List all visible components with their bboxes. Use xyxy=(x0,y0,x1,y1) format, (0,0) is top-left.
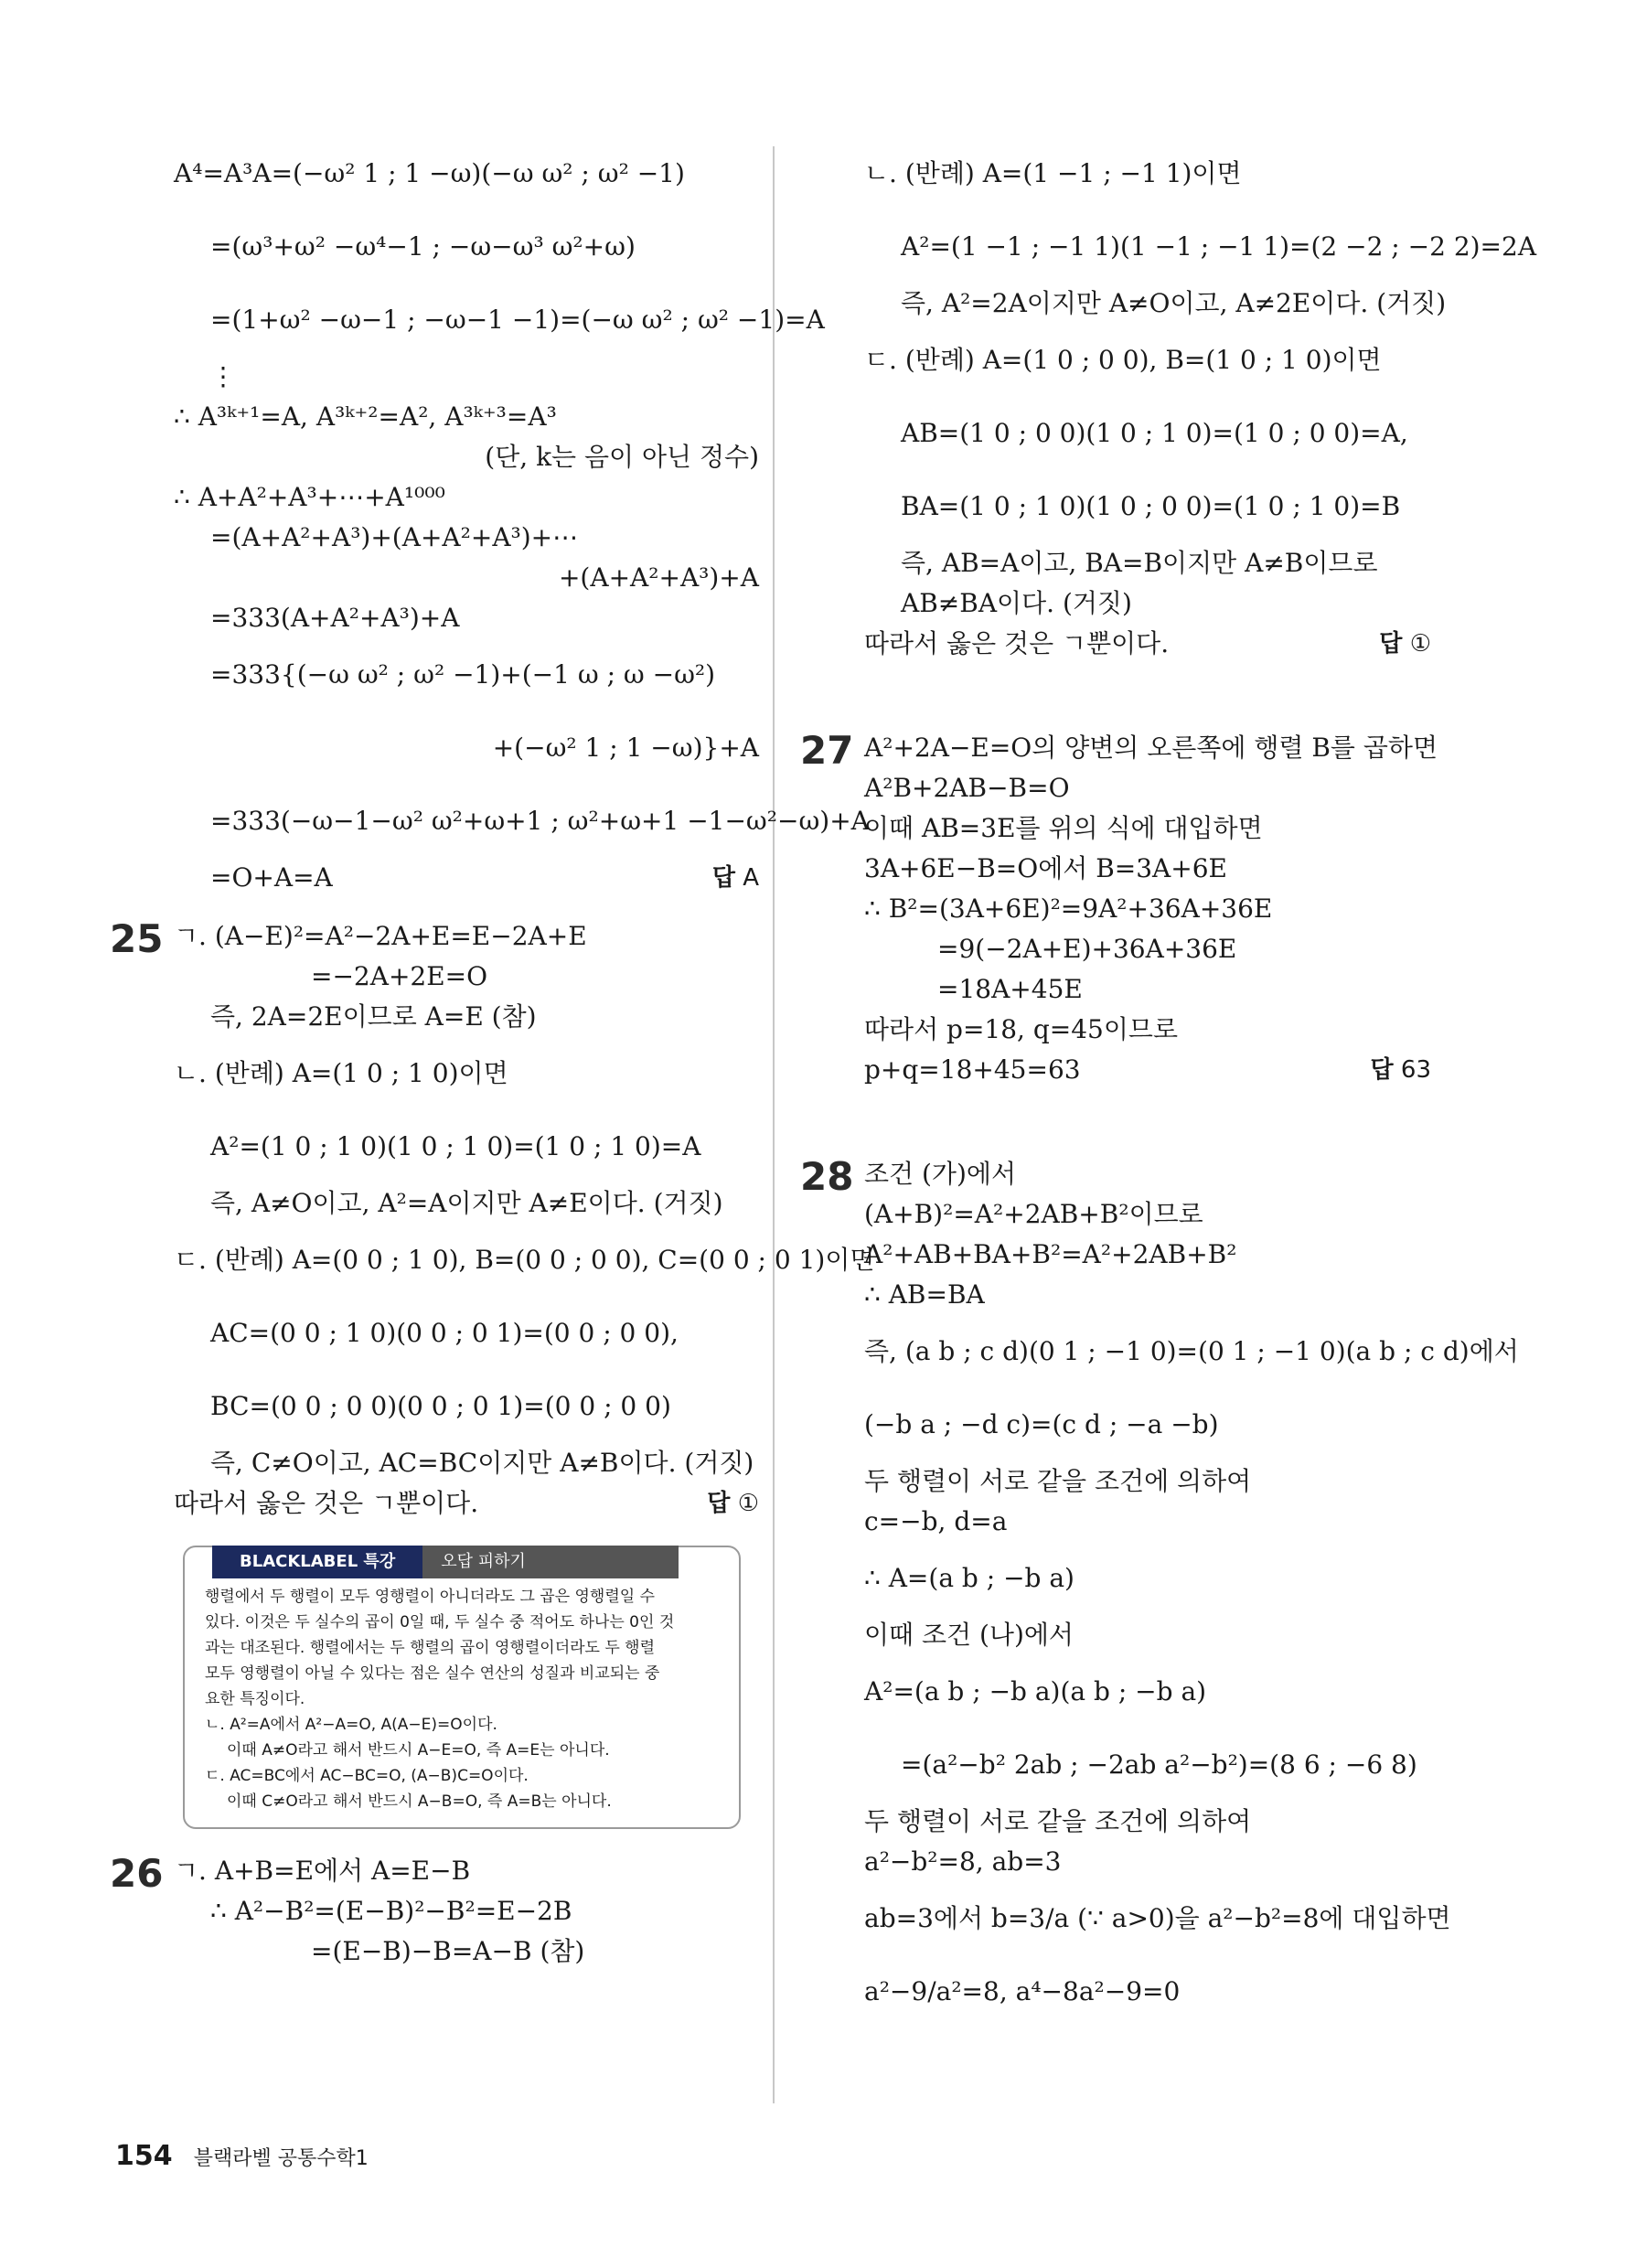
eq-line: AB≠BA이다. (거짓) xyxy=(901,588,1132,618)
problem-26 xyxy=(110,1851,759,1972)
tip-text: 과는 대조된다. 행렬에서는 두 행렬의 곱이 영행렬이더라도 두 행렬 xyxy=(205,1639,656,1657)
eq-line: =(1+ω² −ω−1 ; −ω−1 −1)=(−ω ω² ; ω² −1)=A xyxy=(210,305,825,335)
eq-text: 따라서 옳은 것은 ㄱ뿐이다. xyxy=(864,628,1170,658)
eq-line: AC=(0 0 ; 1 0)(0 0 ; 0 1)=(0 0 ; 0 0), xyxy=(210,1318,679,1348)
eq-line: 즉, A²=2A이지만 A≠O이고, A≠2E이다. (거짓) xyxy=(901,288,1447,318)
eq-line xyxy=(174,858,759,898)
tip-box-title: 오답 피하기 xyxy=(422,1546,679,1578)
eq-line: +(A+A²+A³)+A xyxy=(558,562,759,593)
eq-text: =O+A=A xyxy=(210,862,333,893)
problem-number: 25 xyxy=(110,916,164,961)
answer-27 xyxy=(1371,1050,1431,1090)
eq-line: 3A+6E−B=O에서 B=3A+6E xyxy=(864,853,1227,883)
eq-line: ㄴ. (반례) A=(1 −1 ; −1 1)이면 xyxy=(864,158,1242,188)
eq-line: 두 행렬이 서로 같을 조건에 의하여 xyxy=(864,1806,1252,1836)
tip-box-header xyxy=(212,1546,679,1578)
column-divider xyxy=(773,146,775,2103)
eq-line: ㄷ. (반례) A=(1 0 ; 0 0), B=(1 0 ; 1 0)이면 xyxy=(864,345,1382,375)
page-footer xyxy=(115,2140,369,2172)
eq-line: ∴ A³ᵏ⁺¹=A, A³ᵏ⁺²=A², A³ᵏ⁺³=A³ xyxy=(174,401,557,432)
spacer xyxy=(864,1090,1431,1154)
eq-line: c=−b, d=a xyxy=(864,1506,1008,1536)
eq-line: 즉, (a b ; c d)(0 1 ; −1 0)=(0 1 ; −1 0)(a b ; c d)에서 xyxy=(864,1336,1519,1366)
tip-text: 행렬에서 두 행렬이 모두 영행렬이 아니더라도 그 곱은 영행렬일 수 xyxy=(205,1588,656,1606)
eq-line: A²B+2AB−B=O xyxy=(864,773,1070,803)
eq-line: =9(−2A+E)+36A+36E xyxy=(937,934,1237,964)
eq-line: 이때 조건 (나)에서 xyxy=(864,1620,1074,1650)
right-column xyxy=(800,137,1537,2028)
eq-note: (단, k는 음이 아닌 정수) xyxy=(485,442,759,472)
eq-line: ∴ A+A²+A³+⋯+A¹⁰⁰⁰ xyxy=(174,482,445,512)
eq-line xyxy=(174,1483,759,1524)
answer-value: 63 xyxy=(1400,1056,1431,1084)
eq-line: A²=(a b ; −b a)(a b ; −b a) xyxy=(864,1676,1207,1706)
eq-line: BC=(0 0 ; 0 0)(0 0 ; 0 1)=(0 0 ; 0 0) xyxy=(210,1391,671,1421)
eq-line: a²−9/a²=8, a⁴−8a²−9=0 xyxy=(864,1976,1181,2006)
answer-value: ① xyxy=(737,1490,759,1517)
tip-text: 요한 특징이다. xyxy=(205,1690,305,1708)
eq-line: ∴ B²=(3A+6E)²=9A²+36A+36E xyxy=(864,893,1273,924)
eq-line: ㄱ. A+B=E에서 A=E−B xyxy=(174,1856,471,1886)
tip-text: 이때 C≠O라고 해서 반드시 A−B=O, 즉 A=B는 아니다. xyxy=(227,1792,612,1811)
eq-line: ∴ A²−B²=(E−B)²−B²=E−2B xyxy=(210,1896,572,1926)
eq-line: =−2A+2E=O xyxy=(311,961,488,991)
problem-number: 27 xyxy=(800,728,854,773)
eq-line: A²+2A−E=O의 양변의 오른쪽에 행렬 B를 곱하면 xyxy=(864,733,1438,763)
eq-line xyxy=(864,1050,1431,1090)
eq-line: 즉, C≠O이고, AC=BC이지만 A≠B이다. (거짓) xyxy=(210,1448,754,1478)
page-number: 154 xyxy=(115,2140,173,2172)
answer-label: 답 xyxy=(711,864,735,892)
eq-line: A²=(1 0 ; 1 0)(1 0 ; 1 0)=(1 0 ; 1 0)=A xyxy=(210,1131,701,1161)
eq-line: (A+B)²=A²+2AB+B²이므로 xyxy=(864,1199,1203,1229)
problem-27 xyxy=(800,728,1438,1090)
answer-value: ① xyxy=(1409,630,1431,658)
eq-line: 즉, AB=A이고, BA=B이지만 A≠B이므로 xyxy=(901,548,1378,578)
answer-26 xyxy=(1379,624,1431,664)
blacklabel-tip-box xyxy=(183,1546,741,1829)
eq-line: 두 행렬이 서로 같을 조건에 의하여 xyxy=(864,1466,1252,1496)
answer-label: 답 xyxy=(1379,630,1403,658)
eq-line: 즉, A≠O이고, A²=A이지만 A≠E이다. (거짓) xyxy=(210,1188,723,1218)
eq-line: A²=(1 −1 ; −1 1)(1 −1 ; −1 1)=(2 −2 ; −2 2)=2A xyxy=(901,231,1537,262)
answer-25 xyxy=(707,1483,759,1524)
problem-number: 28 xyxy=(800,1154,854,1199)
eq-line: ㄴ. (반례) A=(1 0 ; 1 0)이면 xyxy=(174,1058,508,1088)
eq-line: BA=(1 0 ; 1 0)(1 0 ; 0 0)=(1 0 ; 1 0)=B xyxy=(901,491,1401,521)
problem-28 xyxy=(800,1154,1519,2028)
eq-line: 조건 (가)에서 xyxy=(864,1159,1016,1189)
spacer xyxy=(864,664,1431,728)
eq-line: a²−b²=8, ab=3 xyxy=(864,1846,1062,1877)
tip-text: ㄷ. AC=BC에서 AC−BC=O, (A−B)C=O이다. xyxy=(205,1767,529,1785)
eq-line: ㄱ. (A−E)²=A²−2A+E=E−2A+E xyxy=(174,921,587,951)
eq-line: =(ω³+ω² −ω⁴−1 ; −ω−ω³ ω²+ω) xyxy=(210,231,636,262)
tip-box-label: BLACKLABEL 특강 xyxy=(212,1546,422,1578)
eq-line: ∴ A=(a b ; −b a) xyxy=(864,1563,1074,1593)
eq-line: AB=(1 0 ; 0 0)(1 0 ; 1 0)=(1 0 ; 0 0)=A, xyxy=(901,418,1408,448)
eq-line: A⁴=A³A=(−ω² 1 ; 1 −ω)(−ω ω² ; ω² −1) xyxy=(174,158,685,188)
eq-line: 이때 AB=3E를 위의 식에 대입하면 xyxy=(864,813,1263,843)
eq-line: =(E−B)−B=A−B (참) xyxy=(311,1936,585,1966)
tip-text: 있다. 이것은 두 실수의 곱이 0일 때, 두 실수 중 적어도 하나는 0인 것 xyxy=(205,1613,675,1631)
eq-line: ⋮ xyxy=(210,361,236,391)
eq-line: (−b a ; −d c)=(c d ; −a −b) xyxy=(864,1409,1219,1439)
answer-label: 답 xyxy=(1370,1056,1394,1084)
eq-line: ∴ AB=BA xyxy=(864,1279,985,1310)
eq-line: =333{(−ω ω² ; ω² −1)+(−1 ω ; ω −ω²) xyxy=(210,659,716,690)
eq-text: p+q=18+45=63 xyxy=(864,1054,1081,1085)
eq-line: =(a²−b² 2ab ; −2ab a²−b²)=(8 6 ; −6 8) xyxy=(901,1749,1417,1780)
tip-text: 모두 영행렬이 아닐 수 있다는 점은 실수 연산의 성질과 비교되는 중 xyxy=(205,1664,660,1683)
book-title: 블랙라벨 공통수학1 xyxy=(193,2147,369,2170)
answer-value: A xyxy=(743,864,759,892)
eq-line: =333(−ω−1−ω² ω²+ω+1 ; ω²+ω+1 −1−ω²−ω)+A xyxy=(210,806,870,836)
eq-line: =(A+A²+A³)+(A+A²+A³)+⋯ xyxy=(210,522,579,552)
answer-label: 답 xyxy=(707,1490,731,1517)
eq-line: 즉, 2A=2E이므로 A=E (참) xyxy=(210,1001,537,1032)
problem-number: 26 xyxy=(110,1851,164,1896)
eq-line: =18A+45E xyxy=(937,974,1083,1004)
spacer xyxy=(174,898,759,916)
eq-line xyxy=(864,624,1431,664)
eq-line: ㄷ. (반례) A=(0 0 ; 1 0), B=(0 0 ; 0 0), C=(0 0 ; 0 1)이면 xyxy=(174,1245,875,1275)
eq-text: 따라서 옳은 것은 ㄱ뿐이다. xyxy=(174,1488,479,1518)
eq-line: 따라서 p=18, q=45이므로 xyxy=(864,1014,1179,1044)
eq-line: +(−ω² 1 ; 1 −ω)}+A xyxy=(492,733,759,763)
tip-text: 이때 A≠O라고 해서 반드시 A−E=O, 즉 A=E는 아니다. xyxy=(227,1741,610,1760)
eq-line: ab=3에서 b=3/a (∵ a>0)을 a²−b²=8에 대입하면 xyxy=(864,1903,1451,1933)
tip-text: ㄴ. A²=A에서 A²−A=O, A(A−E)=O이다. xyxy=(205,1716,497,1734)
eq-line: A²+AB+BA+B²=A²+2AB+B² xyxy=(864,1239,1237,1269)
answer-24 xyxy=(712,858,759,898)
eq-line: =333(A+A²+A³)+A xyxy=(210,603,460,633)
